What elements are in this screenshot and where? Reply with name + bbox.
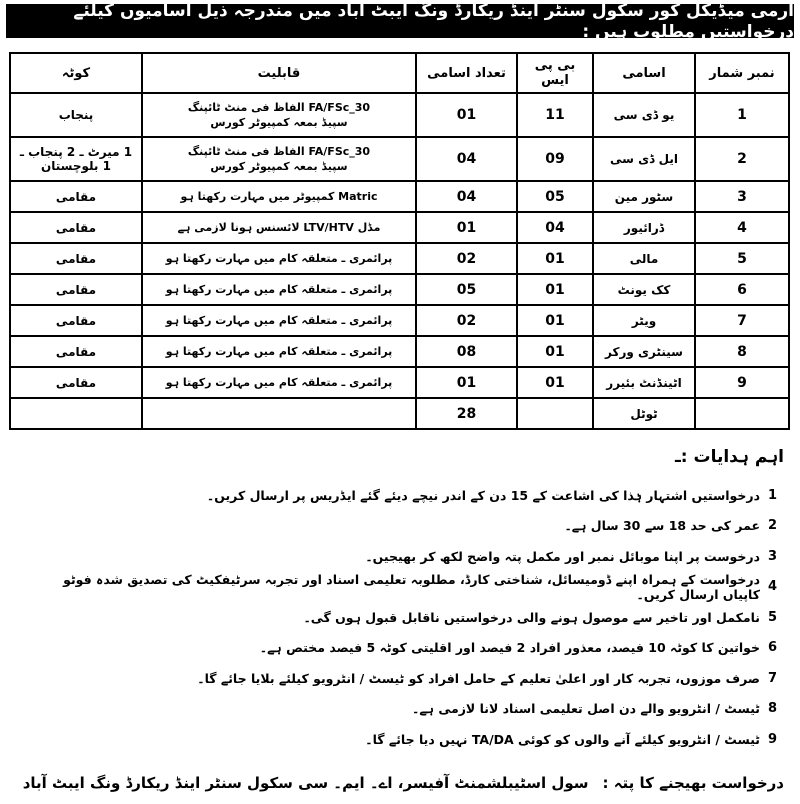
table-row xyxy=(10,243,789,274)
cell-quota: مقامی xyxy=(10,367,142,398)
cell-serial: 2 xyxy=(695,137,789,181)
instruction-number: 7 xyxy=(768,670,778,686)
total-label: ٹوٹل xyxy=(593,398,695,429)
cell-count: 05 xyxy=(416,274,517,305)
cell-post: ایل ڈی سی xyxy=(593,137,695,181)
cell-qualification: پرائمری ـ متعلقہ کام میں مہارت رکھتا ہو xyxy=(142,336,416,367)
col-header-serial: نمبر شمار xyxy=(695,53,789,93)
cell-post: اٹینڈنٹ بئیرر xyxy=(593,367,695,398)
cell-empty xyxy=(695,398,789,429)
cell-post: کک یونٹ xyxy=(593,274,695,305)
cell-qualification xyxy=(142,93,416,137)
instruction-item xyxy=(60,541,788,572)
instruction-text: خواتین کا کوٹہ 10 فیصد، معذور افراد 2 فیصد اور اقلیتی کوٹہ 5 فیصد مختص ہے۔ xyxy=(259,640,760,656)
instruction-text: عمر کی حد 18 سے 30 سال ہے۔ xyxy=(564,518,760,534)
cell-bps: 05 xyxy=(517,181,593,212)
cell-count: 02 xyxy=(416,305,517,336)
instruction-item xyxy=(60,480,788,511)
cell-post: یو ڈی سی xyxy=(593,93,695,137)
cell-count: 08 xyxy=(416,336,517,367)
instruction-number: 9 xyxy=(768,731,778,747)
instruction-item xyxy=(60,663,788,694)
header-text: آرمی میڈیکل کور سکول سنٹر اینڈ ریکارڈ ونگ ایبٹ آباد میں مندرجہ ذیل اسامیوں کیلئے درخواستیں مطلوب ہیں : xyxy=(73,1,794,42)
cell-quota: مقامی xyxy=(10,212,142,243)
address-text: سول اسٹیبلشمنٹ آفیسر، اے۔ ایم۔ سی سکول سنٹر اینڈ ریکارڈ ونگ ایبٹ آباد xyxy=(22,774,589,792)
table-row xyxy=(10,212,789,243)
table-row xyxy=(10,181,789,212)
table-row xyxy=(10,274,789,305)
instruction-item xyxy=(60,602,788,633)
cell-quota: مقامی xyxy=(10,274,142,305)
instruction-number: 2 xyxy=(768,518,778,534)
cell-count: 01 xyxy=(416,93,517,137)
cell-serial: 3 xyxy=(695,181,789,212)
instruction-item xyxy=(60,511,788,542)
cell-qualification: پرائمری ـ متعلقہ کام میں مہارت رکھتا ہو xyxy=(142,305,416,336)
cell-serial: 5 xyxy=(695,243,789,274)
instruction-number: 4 xyxy=(768,579,778,595)
cell-post: سٹور مین xyxy=(593,181,695,212)
cell-bps: 01 xyxy=(517,274,593,305)
cell-serial: 6 xyxy=(695,274,789,305)
instruction-text: صرف موزوں، تجربہ کار اور اعلیٰ تعلیم کے حامل افراد کو ٹیسٹ / انٹرویو کیلئے بلایا جائے گا۔ xyxy=(197,670,760,686)
cell-post: ویٹر xyxy=(593,305,695,336)
col-header-post: اسامی xyxy=(593,53,695,93)
cell-serial: 7 xyxy=(695,305,789,336)
instruction-number: 8 xyxy=(768,701,778,717)
total-value: 28 xyxy=(416,398,517,429)
table-header-row xyxy=(10,53,789,93)
instruction-text: درخواست کے ہمراہ اپنے ڈومیسائل، شناختی کارڈ، مطلوبہ تعلیمی اسناد اور تجربہ سرٹیفکیٹ کی تصدیق شدہ فوٹو کاپیاں ارسال کریں۔ xyxy=(63,571,760,602)
cell-post: مالی xyxy=(593,243,695,274)
table-row xyxy=(10,305,789,336)
cell-bps: 01 xyxy=(517,243,593,274)
cell-bps: 01 xyxy=(517,336,593,367)
vacancies-table xyxy=(9,52,790,430)
cell-count: 01 xyxy=(416,367,517,398)
cell-count: 04 xyxy=(416,137,517,181)
cell-empty xyxy=(10,398,142,429)
address-footer xyxy=(6,768,794,798)
cell-serial: 8 xyxy=(695,336,789,367)
address-label: درخواست بھیجنے کا پتہ : xyxy=(602,774,784,792)
cell-quota: 1 میرٹ ـ 2 پنجاب ـ 1 بلوچستان xyxy=(10,137,142,181)
instruction-text: ٹیسٹ / انٹرویو والے دن اصل تعلیمی اسناد لانا لازمی ہے۔ xyxy=(412,701,760,717)
cell-qualification xyxy=(142,137,416,181)
instruction-number: 6 xyxy=(768,640,778,656)
cell-bps: 04 xyxy=(517,212,593,243)
total-row xyxy=(10,398,789,429)
qualification-line-1: 30_FA/FSc الفاظ فی منٹ ٹائپنگ xyxy=(187,101,371,114)
instruction-text: درخوست پر اپنا موبائل نمبر اور مکمل پتہ واضح لکھ کر بھیجیں۔ xyxy=(365,548,760,564)
cell-qualification: Matric کمپیوٹر میں مہارت رکھتا ہو xyxy=(142,181,416,212)
col-header-quota: کوٹہ xyxy=(10,53,142,93)
cell-serial: 9 xyxy=(695,367,789,398)
instruction-item xyxy=(60,633,788,664)
col-header-qualification: قابلیت xyxy=(142,53,416,93)
instruction-item xyxy=(60,694,788,725)
cell-bps: 01 xyxy=(517,305,593,336)
cell-bps: 11 xyxy=(517,93,593,137)
instructions-list xyxy=(60,480,788,755)
cell-quota: مقامی xyxy=(10,243,142,274)
cell-qualification: مڈل LTV/HTV لائسنس ہونا لازمی ہے xyxy=(142,212,416,243)
cell-quota: مقامی xyxy=(10,336,142,367)
instruction-text: درخواستیں اشتہار ہٰذا کی اشاعت کے 15 دن کے اندر نیچے دیئے گئے ایڈریس پر ارسال کریں۔ xyxy=(206,487,760,503)
table-row xyxy=(10,336,789,367)
instruction-item xyxy=(60,572,788,603)
cell-bps: 01 xyxy=(517,367,593,398)
cell-quota: مقامی xyxy=(10,181,142,212)
cell-empty xyxy=(517,398,593,429)
cell-bps: 09 xyxy=(517,137,593,181)
cell-post: سینٹری ورکر xyxy=(593,336,695,367)
cell-count: 04 xyxy=(416,181,517,212)
col-header-count: تعداد اسامی xyxy=(416,53,517,93)
cell-quota: مقامی xyxy=(10,305,142,336)
cell-serial: 1 xyxy=(695,93,789,137)
cell-count: 01 xyxy=(416,212,517,243)
instruction-text: نامکمل اور تاخیر سے موصول ہونے والی درخواستیں ناقابل قبول ہوں گی۔ xyxy=(303,609,760,625)
cell-count: 02 xyxy=(416,243,517,274)
cell-post: ڈرائیور xyxy=(593,212,695,243)
cell-qualification: پرائمری ـ متعلقہ کام میں مہارت رکھتا ہو xyxy=(142,243,416,274)
col-header-bps: بی پی ایس xyxy=(517,53,593,93)
table-row xyxy=(10,93,789,137)
instructions-title: اہم ہدایات :ـ xyxy=(674,447,784,467)
qualification-line-2: سپیڈ بمعہ کمپیوٹر کورس xyxy=(210,160,348,173)
cell-qualification: پرائمری ـ متعلقہ کام میں مہارت رکھتا ہو xyxy=(142,274,416,305)
instruction-item xyxy=(60,724,788,755)
cell-quota: پنجاب xyxy=(10,93,142,137)
cell-serial: 4 xyxy=(695,212,789,243)
instruction-text: ٹیسٹ / انٹرویو کیلئے آنے والوں کو کوئی TA/DA نہیں دیا جائے گا۔ xyxy=(365,731,760,747)
cell-empty xyxy=(142,398,416,429)
table-row xyxy=(10,137,789,181)
instruction-number: 5 xyxy=(768,609,778,625)
instruction-number: 3 xyxy=(768,548,778,564)
cell-qualification: پرائمری ـ متعلقہ کام میں مہارت رکھتا ہو xyxy=(142,367,416,398)
qualification-line-2: سپیڈ بمعہ کمپیوٹر کورس xyxy=(210,116,348,129)
qualification-line-1: 30_FA/FSc الفاظ فی منٹ ٹائپنگ xyxy=(187,145,371,158)
header-banner xyxy=(6,1,794,42)
table-row xyxy=(10,367,789,398)
instruction-number: 1 xyxy=(768,487,778,503)
